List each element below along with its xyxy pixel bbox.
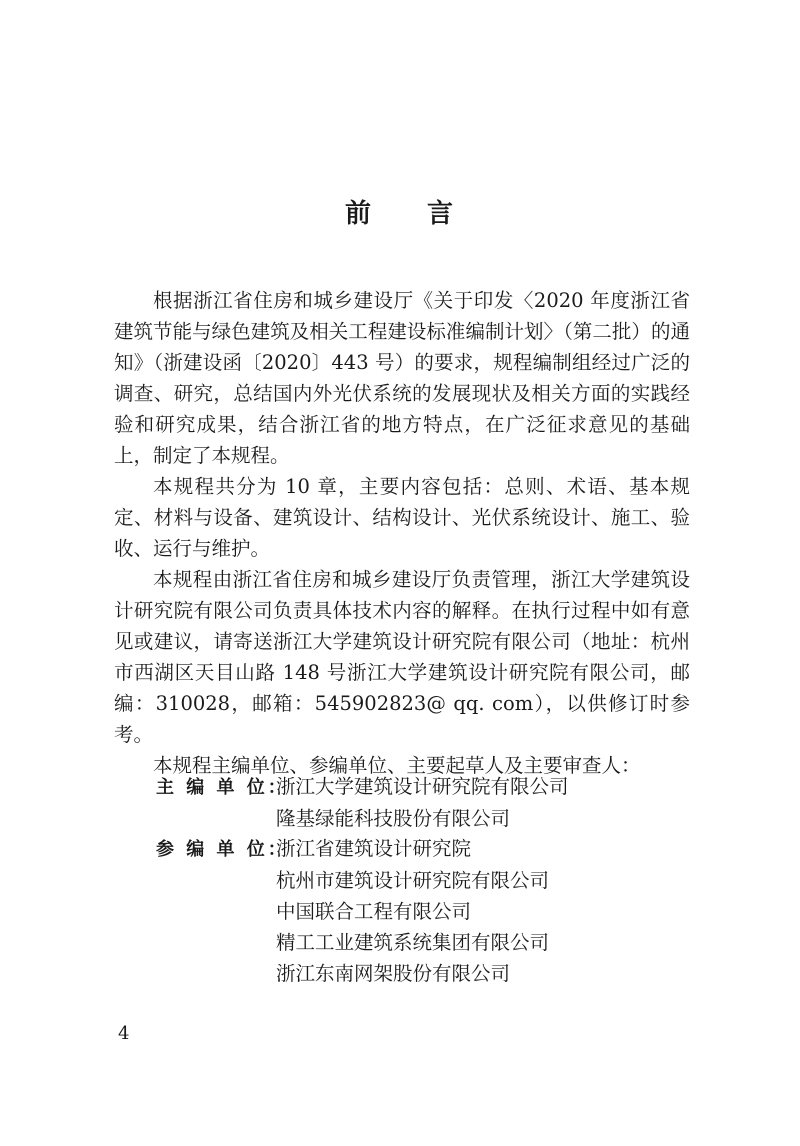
participating-row [156, 927, 676, 958]
chief-editor-units [156, 771, 676, 834]
paragraph-management: 本规程由浙江省住房和城乡建设厅负责管理，浙江大学建筑设计研究院有限公司负责具体技术内容的解释。在执行过程中如有意见或建议，请寄送浙江大学建筑设计研究院有限公司（地址：杭州市西湖区天目山路 148 号浙江大学建筑设计研究院有限公司，邮编：310028，邮箱：545902823@ qq. com），以供修订时参考。 [114, 568, 690, 746]
participating-unit: 杭州市建筑设计研究院有限公司 [276, 869, 550, 892]
page-title [0, 196, 800, 232]
participating-row [156, 833, 676, 865]
participating-label: 参 编 单 位： [156, 839, 289, 860]
title-char-1: 前 [344, 199, 373, 229]
page-number: 4 [118, 1023, 130, 1044]
title-char-2: 言 [427, 199, 456, 229]
participating-units [156, 833, 676, 989]
chief-editor-label: 主 编 单 位： [156, 777, 289, 798]
paragraph-units-intro: 本规程主编单位、参编单位、主要起草人及主要审查人： [153, 754, 641, 777]
chief-editor-row [156, 771, 676, 803]
participating-unit: 浙江东南网架股份有限公司 [276, 962, 511, 985]
paragraph-basis: 根据浙江省住房和城乡建设厅《关于印发〈2020 年度浙江省建筑节能与绿色建筑及相关工程建设标准编制计划〉（第二批）的通知》（浙建设函〔2020〕443 号）的要求，规程编制组经过广泛的调查、研究，总结国内外光伏系统的发展现状及相关方面的实践经验和研究成果，结合浙江省的地方特点，在广泛征求意见的基础上，制定了本规程。 [114, 289, 690, 467]
participating-unit: 浙江省建筑设计研究院 [276, 837, 472, 860]
participating-unit: 精工工业建筑系统集团有限公司 [276, 931, 550, 954]
chief-editor-unit: 浙江大学建筑设计研究院有限公司 [276, 775, 569, 798]
participating-unit: 中国联合工程有限公司 [276, 900, 472, 923]
preface-body [114, 285, 690, 781]
chief-editor-unit: 隆基绿能科技股份有限公司 [276, 807, 511, 830]
participating-row [156, 958, 676, 989]
participating-row [156, 865, 676, 896]
paragraph-contents: 本规程共分为 10 章，主要内容包括：总则、术语、基本规定、材料与设备、建筑设计、结构设计、光伏系统设计、施工、验收、运行与维护。 [114, 475, 690, 560]
chief-editor-row [156, 803, 676, 834]
participating-row [156, 896, 676, 927]
